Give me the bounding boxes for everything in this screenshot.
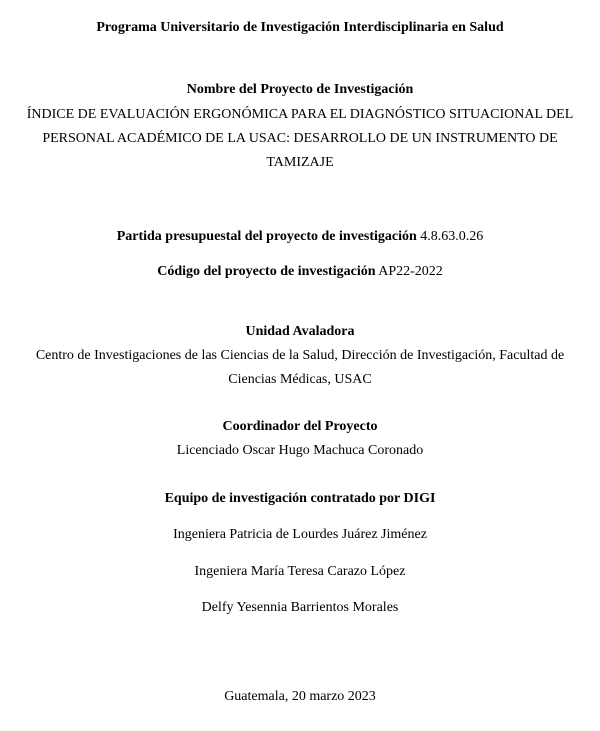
coordinator-heading: Coordinador del Proyecto: [222, 419, 378, 434]
endorsing-unit-line-1: Centro de Investigaciones de las Ciencias de la Salud, Dirección de Investigación, Facultad de: [35, 348, 565, 363]
team-heading: Equipo de investigación contratado por DIGI: [164, 491, 436, 506]
team-member: Ingeniera Patricia de Lourdes Juárez Jiménez: [173, 527, 427, 542]
code-line: [0, 263, 600, 281]
endorsing-unit-heading: Unidad Avaladora: [245, 324, 355, 339]
budget-line: [0, 228, 600, 246]
coordinator-name: Licenciado Oscar Hugo Machuca Coronado: [176, 443, 424, 458]
team-member: Delfy Yesennia Barrientos Morales: [201, 600, 399, 615]
endorsing-unit-line-2: Ciencias Médicas, USAC: [228, 372, 372, 387]
project-title-line-1: ÍNDICE DE EVALUACIÓN ERGONÓMICA PARA EL DIAGNÓSTICO SITUACIONAL DEL: [26, 107, 574, 122]
project-name-heading: Nombre del Proyecto de Investigación: [186, 82, 414, 97]
team-member: Ingeniera María Teresa Carazo López: [194, 564, 406, 579]
project-title-line-2: PERSONAL ACADÉMICO DE LA USAC: DESARROLLO DE UN INSTRUMENTO DE: [42, 131, 558, 146]
project-title-line-3: TAMIZAJE: [266, 155, 334, 170]
code-label: Código del proyecto de investigación: [157, 264, 376, 279]
place-date: Guatemala, 20 marzo 2023: [224, 689, 376, 704]
program-title: Programa Universitario de Investigación Interdisciplinaria en Salud: [96, 20, 504, 35]
budget-label: Partida presupuestal del proyecto de investigación: [116, 229, 417, 244]
code-value: AP22-2022: [378, 264, 443, 279]
budget-value: 4.8.63.0.26: [420, 229, 484, 244]
